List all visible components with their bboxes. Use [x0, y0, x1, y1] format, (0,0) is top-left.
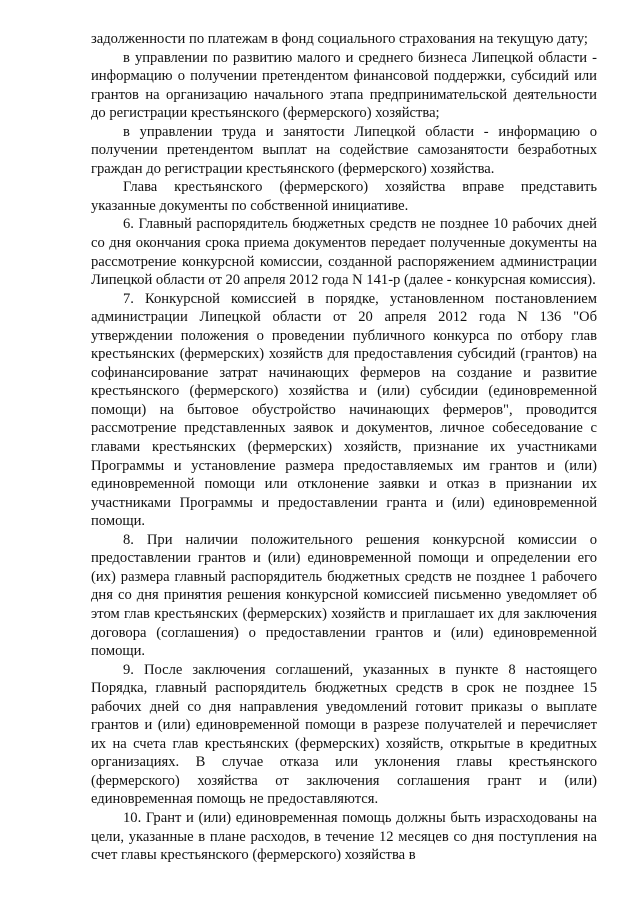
paragraph-social-insurance: задолженности по платежам в фонд социального страхования на текущую дату; — [91, 31, 588, 47]
paragraph-item-10: 10. Грант и (или) единовременная помощь должны быть израсходованы на цели, указанные в плане расходов, в течение 12 месяцев со дня поступления на счет главы крестьянского (фермерского) хозяйства в — [91, 809, 597, 864]
paragraph-item-7: 7. Конкурсной комиссией в порядке, установленном постановлением администрации Липецкой области от 20 апреля 2012 года N 136 "Об утверждении положения о проведении публичного конкурса по отбору глав крестьянских (фермерских) хозяйств для предоставления субсидий (грантов) на софинансирование затрат начинающих фермеров на создание и развитие крестьянского (фермерского) хозяйства и (или) субсидии (единовременной помощи) на бытовое обустройство начинающих фермеров", проводится рассмотрение представленных заявок и документов, личное собеседование с главами крестьянских (фермерских) хозяйств, признание их участниками Программы и установление размера предоставляемых им грантов и (или) единовременной помощи или отклонение заявки и отказ в признании их участниками Программы и предоставлении гранта и (или) единовременной помощи. — [91, 290, 597, 530]
document-page — [91, 30, 597, 865]
paragraph-small-business-office: в управлении по развитию малого и среднего бизнеса Липецкой области - информацию о получении претендентом финансовой поддержки, субсидий или грантов на организацию начального этапа предпринимательской деятельности до регистрации крестьянского (фермерского) хозяйства; — [91, 49, 597, 122]
paragraph-head-may-submit: Глава крестьянского (фермерского) хозяйства вправе представить указанные документы по собственной инициативе. — [91, 179, 597, 214]
paragraph-item-9: 9. После заключения соглашений, указанных в пункте 8 настоящего Порядка, главный распорядитель бюджетных средств в срок не позднее 15 рабочих дней со дня направления уведомлений готовит приказы о выплате грантов и (или) единовременной помощи в разрезе получателей и перечисляет их на счета глав крестьянских (фермерских) хозяйств, открытые в кредитных организациях. В случае отказа или уклонения главы крестьянского (фермерского) хозяйства от заключения соглашения грант и (или) единовременная помощь не предоставляются. — [91, 661, 597, 808]
paragraph-item-6: 6. Главный распорядитель бюджетных средств не позднее 10 рабочих дней со дня окончания срока приема документов передает полученные документы на рассмотрение конкурсной комиссии, созданной распоряжением администрации Липецкой области от 20 апреля 2012 года N 141-р (далее - конкурсная комиссия). — [91, 216, 597, 289]
paragraph-item-8: 8. При наличии положительного решения конкурсной комиссии о предоставлении грантов и (или) единовременной помощи и определении его (их) размера главный распорядитель бюджетных средств не позднее 1 рабочего дня со дня принятия решения конкурсной комиссией письменно уведомляет об этом глав крестьянских (фермерских) хозяйств и приглашает их для заключения договора (соглашения) о предоставлении грантов и (или) единовременной помощи. — [91, 531, 597, 660]
paragraph-labor-office: в управлении труда и занятости Липецкой области - информацию о получении претендентом выплат на содействие самозанятости безработных граждан до регистрации крестьянского (фермерского) хозяйства. — [91, 123, 597, 177]
